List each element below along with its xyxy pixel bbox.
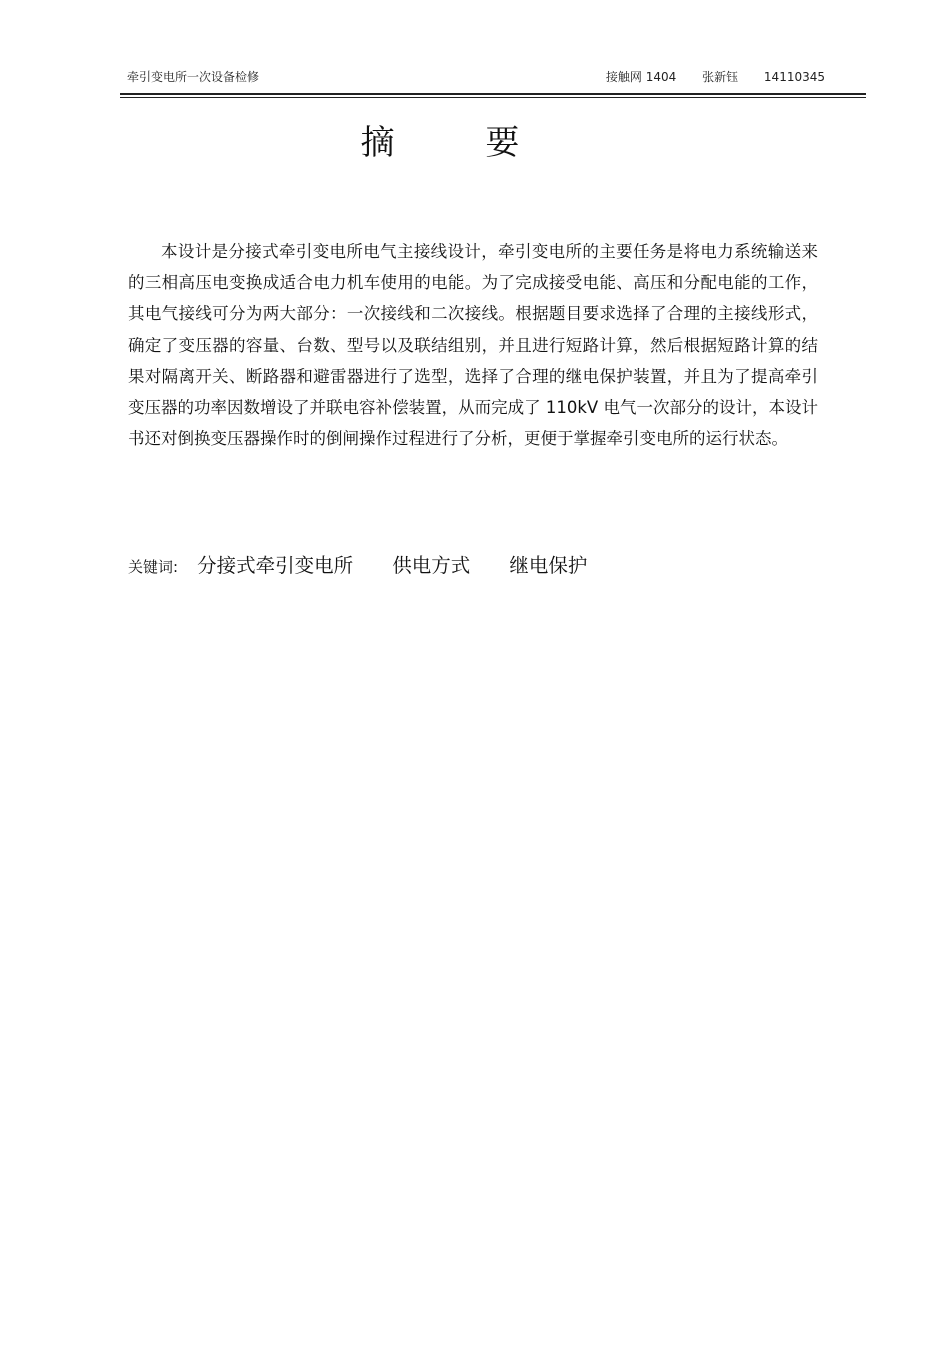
- keywords-label: 关键词:: [128, 558, 179, 576]
- header-author-name: 张新钰: [702, 70, 739, 84]
- keyword-item: 继电保护: [509, 554, 588, 577]
- header-class-name: 接触网 1404: [605, 70, 677, 84]
- keyword-item: 供电方式: [392, 554, 471, 577]
- header-rule-thin: [120, 97, 866, 98]
- page-header: [120, 66, 866, 88]
- keyword-item: 分接式牵引变电所: [197, 554, 354, 577]
- header-rule-thick: [120, 93, 866, 95]
- keywords-line: [128, 548, 587, 585]
- page-title: 摘 要: [360, 123, 560, 163]
- abstract-paragraph: 本设计是分接式牵引变电所电气主接线设计，牵引变电所的主要任务是将电力系统输送来的三相高压电变换成适合电力机车使用的电能。为了完成接受电能、高压和分配电能的工作，其电气接线可分为两大部分：一次接线和二次接线。根据题目要求选择了合理的主接线形式，确定了变压器的容量、台数、型号以及联结组别，并且进行短路计算，然后根据短路计算的结果对隔离开关、断路器和避雷器进行了选型，选择了合理的继电保护装置，并且为了提高牵引变压器的功率因数增设了并联电容补偿装置，从而完成了 110kV 电气一次部分的设计，本设计书还对倒换变压器操作时的倒闸操作过程进行了分析，更便于掌握牵引变电所的运行状态。: [128, 242, 818, 449]
- header-document-title: 牵引变电所一次设备检修: [127, 70, 260, 84]
- header-author-info: [606, 66, 825, 88]
- header-student-id: 14110345: [763, 70, 825, 84]
